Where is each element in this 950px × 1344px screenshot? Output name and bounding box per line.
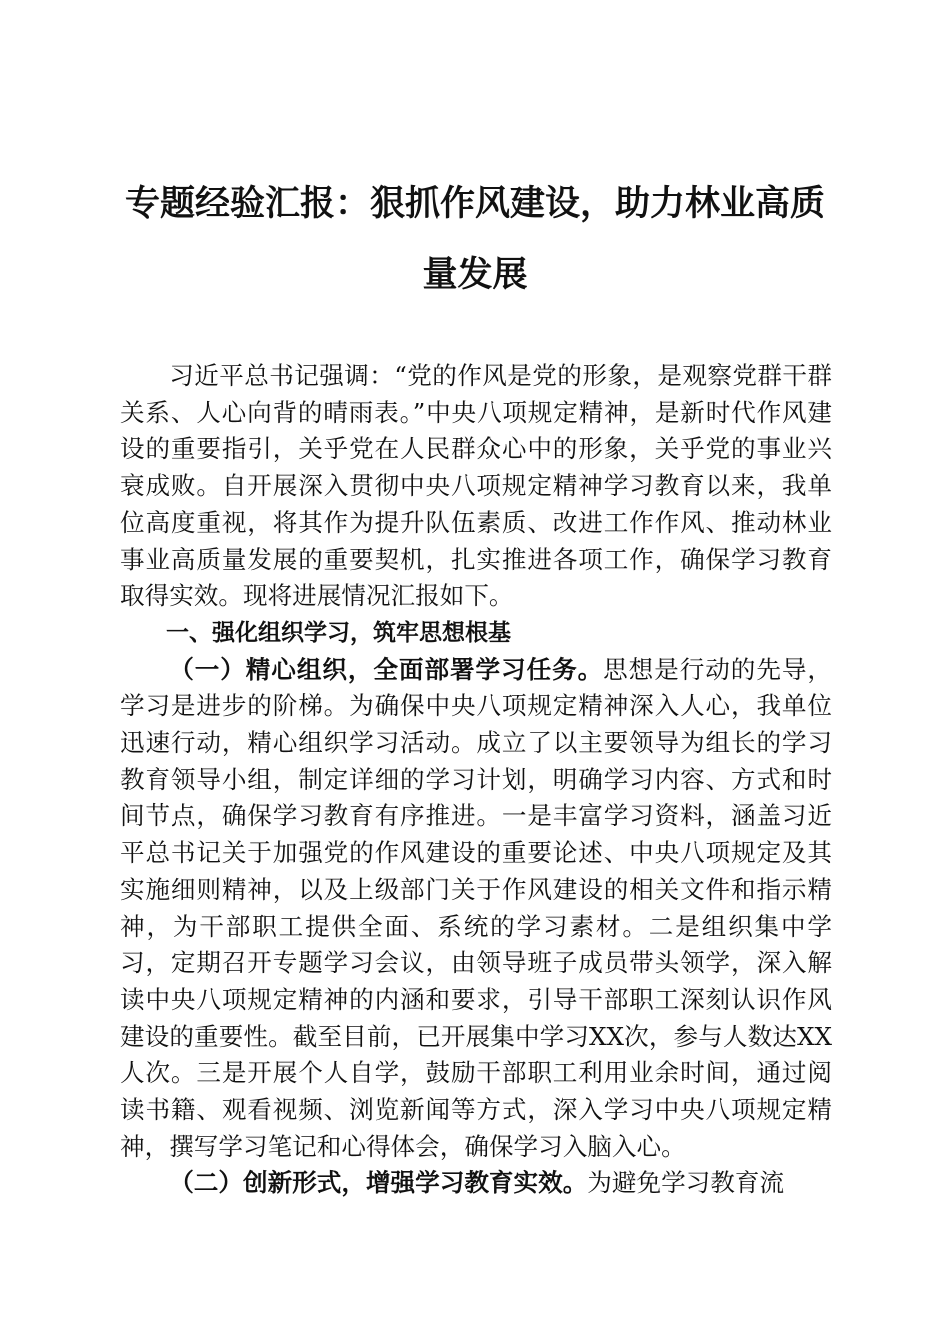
- subsection-paragraph-1: [120, 652, 832, 1166]
- document-title: 专题经验汇报：狠抓作风建设，助力林业高质量发展: [124, 183, 825, 295]
- subsection-paragraph-2: [120, 1165, 832, 1202]
- subsection-heading-2: （二）创新形式，增强学习教育实效。: [169, 1168, 588, 1198]
- intro-paragraph: 习近平总书记强调：“党的作风是党的形象，是观察党群干群关系、人心向背的晴雨表。”中央八项规定精神，是新时代作风建设的重要指引，关乎党在人民群众心中的形象，关乎党的事业兴衰成败。自开展深入贯彻中央八项规定精神学习教育以来，我单位高度重视，将其作为提升队伍素质、改进工作作风、推动林业事业高质量发展的重要契机，扎实推进各项工作，确保学习教育取得实效。现将进展情况汇报如下。: [120, 361, 832, 611]
- subsection-text-1: 思想是行动的先导，学习是进步的阶梯。为确保中央八项规定精神深入人心，我单位迅速行动，精心组织学习活动。成立了以主要领导为组长的学习教育领导小组，制定详细的学习计划，明确学习内容、方式和时间节点，确保学习教育有序推进。一是丰富学习资料，涵盖习近平总书记关于加强党的作风建设的重要论述、中央八项规定及其实施细则精神，以及上级部门关于作风建设的相关文件和指示精神，为干部职工提供全面、系统的学习素材。二是组织集中学习，定期召开专题学习会议，由领导班子成员带头领学，深入解读中央八项规定精神的内涵和要求，引导干部职工深刻认识作风建设的重要性。截至目前，已开展集中学习XX次，参与人数达XX人次。三是开展个人自学，鼓励干部职工利用业余时间，通过阅读书籍、观看视频、浏览新闻等方式，深入学习中央八项规定精神，撰写学习笔记和心得体会，确保学习入脑入心。: [120, 654, 832, 1161]
- section-heading-1: 一、强化组织学习，筑牢思想根基: [166, 619, 511, 646]
- document-body: [120, 358, 832, 1202]
- subsection-heading-1: （一）精心组织，全面部署学习任务。: [169, 654, 604, 684]
- subsection-text-2: 为避免学习教育流: [587, 1168, 785, 1198]
